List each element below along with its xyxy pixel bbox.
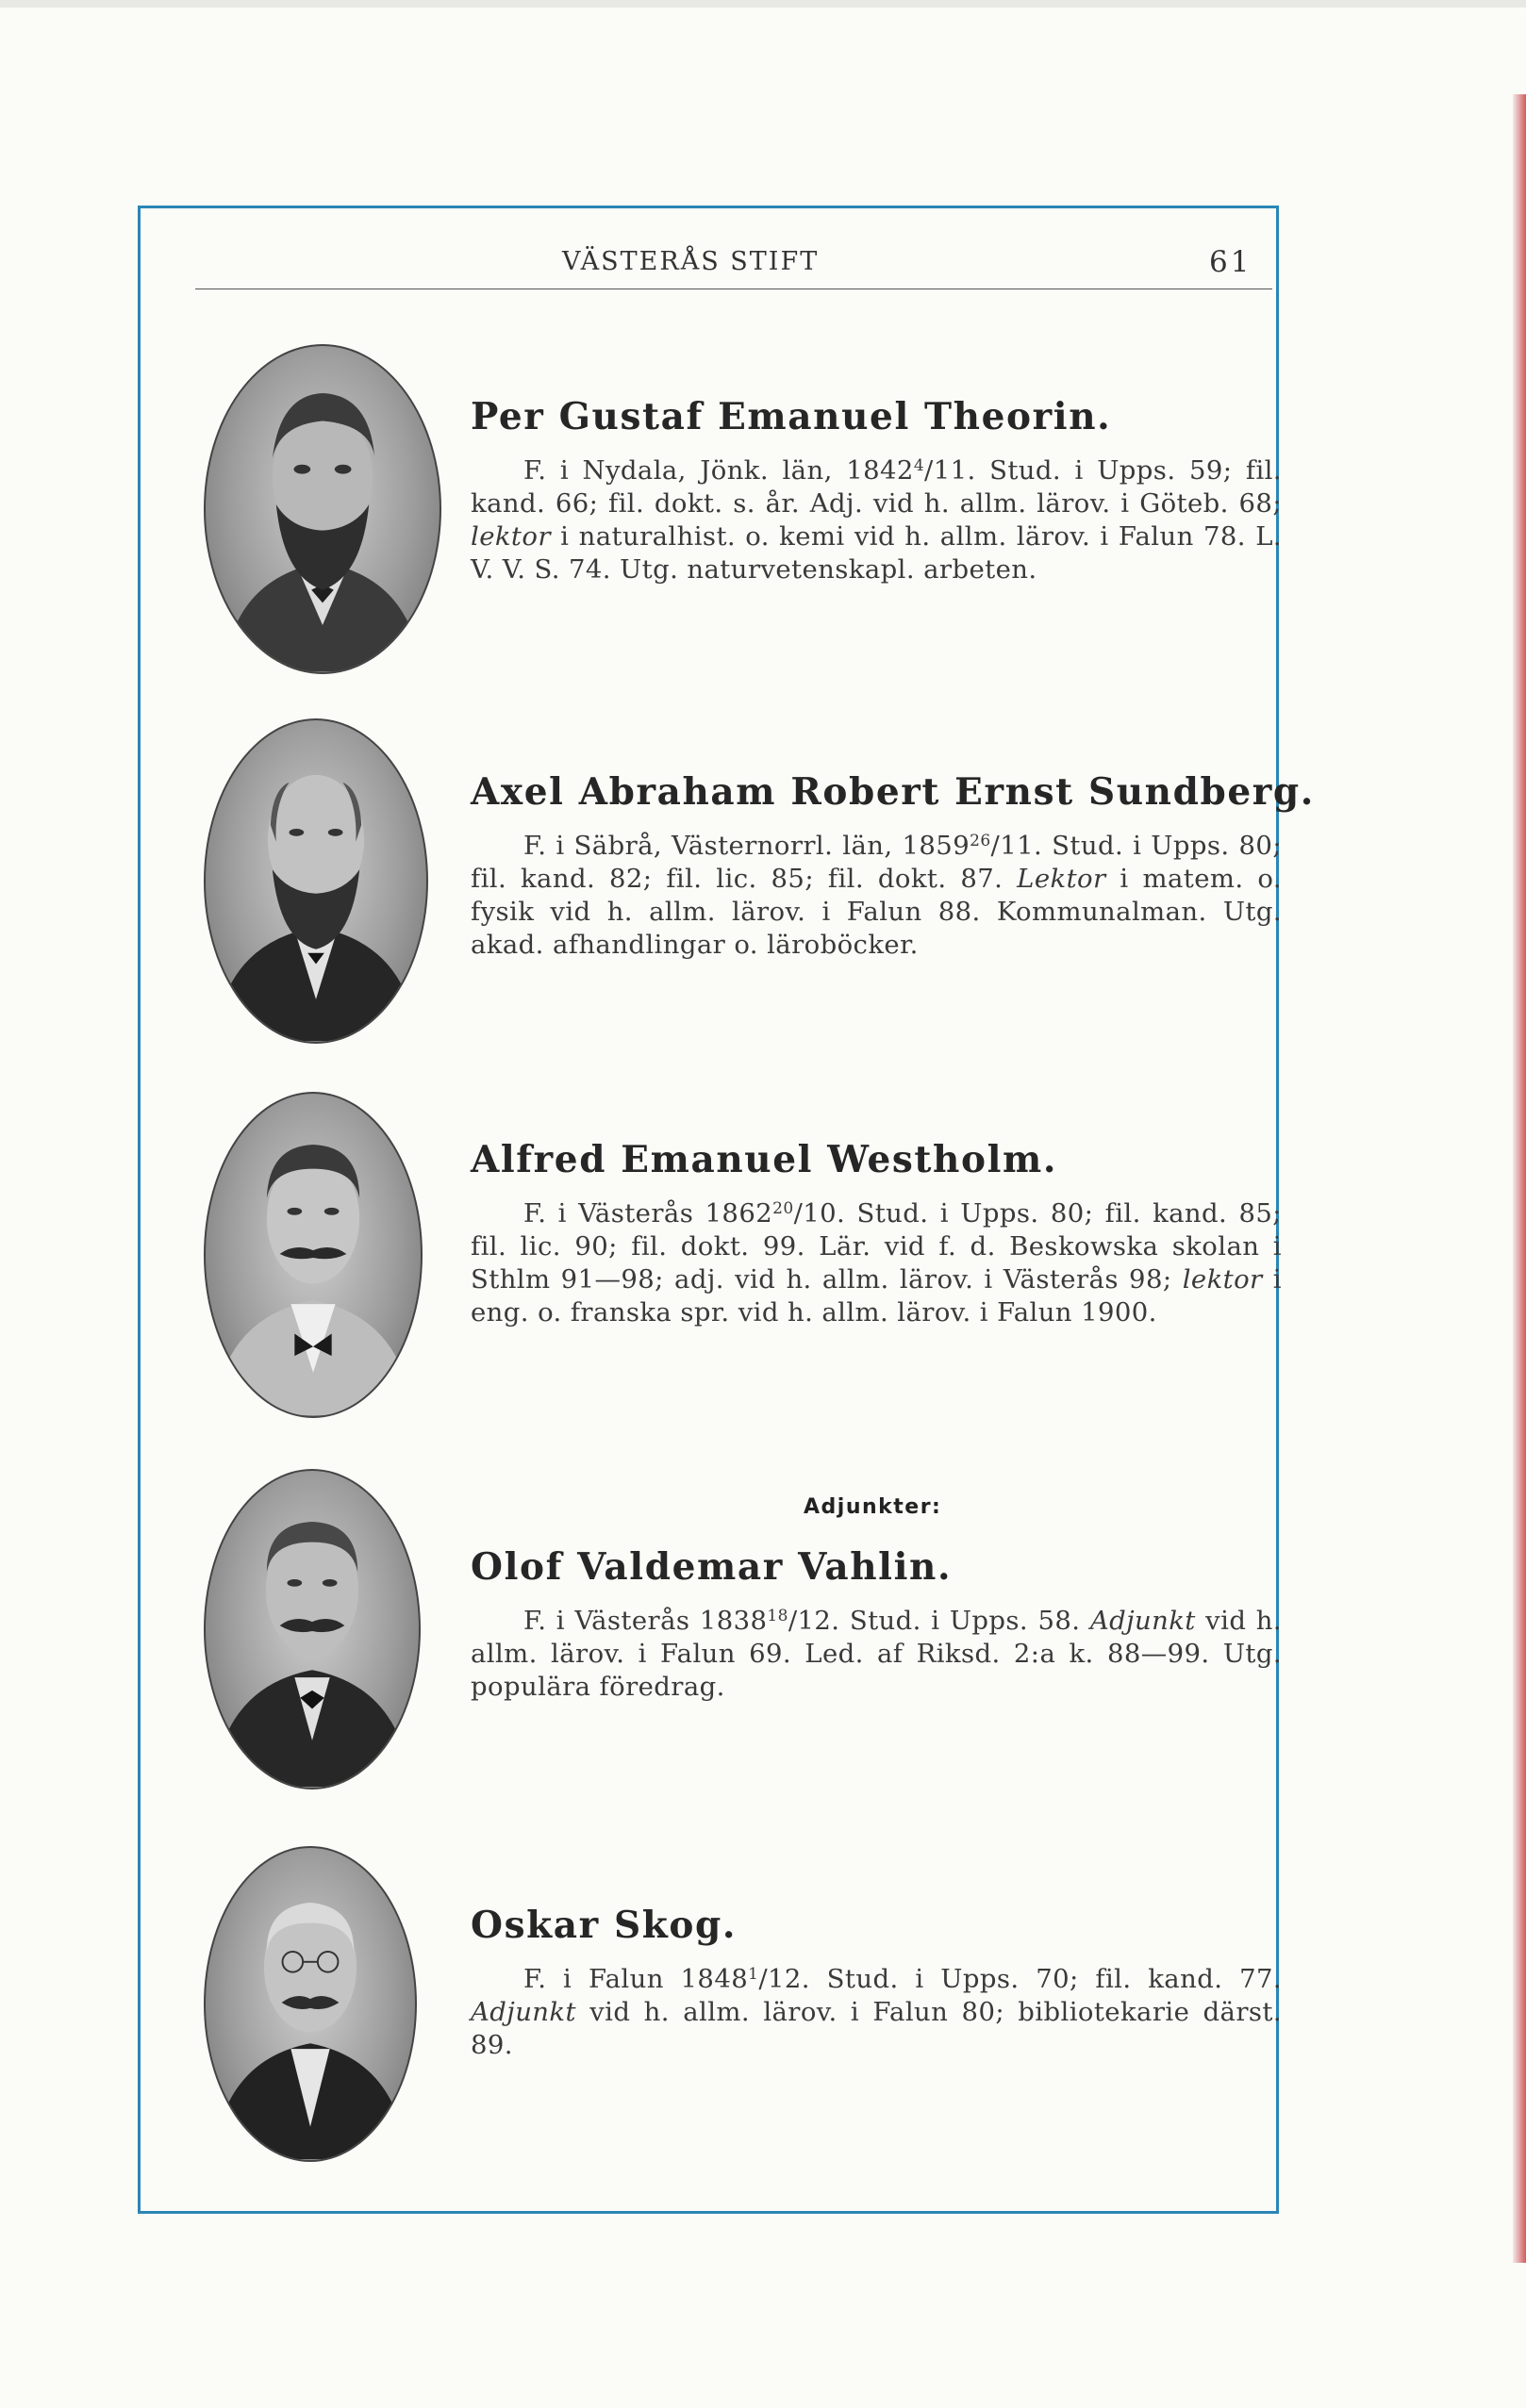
entry-name: Oskar Skog. [471,1904,737,1947]
portrait-skog [204,1846,417,2162]
entry-sundberg [471,770,1315,962]
page-edge [0,0,1526,8]
section-label: Adjunkter: [804,1495,942,1519]
entry-theorin [471,396,1282,586]
entry-name: Axel Abraham Robert Ernst Sundberg. [471,770,1315,814]
entry-name: Alfred Emanuel Westholm. [471,1138,1058,1181]
entry-bio: F. i Västerås 1862$^{20}$/10. Stud. i Upps. 80; fil. kand. 85; fil. lic. 90; fil. dokt. 99. Lär. vid f. d. Beskowska skolan i Sthlm 91—98; adj. vid h. allm. lärov. i Västerås 98; lektor i eng. o. franska spr. vid h. allm. lärov. i Falun 1900. [471,1198,1282,1328]
entry-name: Per Gustaf Emanuel Theorin. [471,395,1112,438]
entry-bio: F. i Falun 1848$^1$/12. Stud. i Upps. 70; fil. kand. 77. Adjunkt vid h. allm. lärov. i Falun 80; bibliotekarie därst. 89. [471,1964,1282,2060]
entry-westholm [471,1139,1282,1329]
portrait-theorin [204,344,441,674]
entry-bio: F. i Västerås 1838$^{18}$/12. Stud. i Upps. 58. Adjunkt vid h. allm. lärov. i Falun 69. Led. af Riksd. 2:a k. 88—99. Utg. populära föredrag. [471,1606,1282,1702]
portrait-vahlin [204,1469,421,1790]
entry-bio: F. i Nydala, Jönk. län, 1842$^4$/11. Stud. i Upps. 59; fil. kand. 66; fil. dokt. s. år. Adj. vid h. allm. lärov. i Göteb. 68; lektor i naturalhist. o. kemi vid h. allm. lärov. i Falun 78. L. V. V. S. 74. Utg. naturvetenskapl. arbeten. [471,455,1282,585]
page-number: 61 [1209,245,1252,279]
book-edge [1513,94,1526,2263]
running-head-title: VÄSTERÅS STIFT [562,247,820,276]
entry-name: Olof Valdemar Vahlin. [471,1545,953,1589]
running-head [198,243,1283,281]
entry-skog [471,1905,1282,2062]
portrait-sundberg [204,718,428,1044]
entry-vahlin [471,1546,1282,1704]
portrait-westholm [204,1092,423,1418]
entry-bio: F. i Säbrå, Västernorrl. län, 1859$^{26}$/11. Stud. i Upps. 80; fil. kand. 82; fil. lic. 85; fil. dokt. 87. Lektor i matem. o. fysik vid h. allm. lärov. i Falun 88. Kommunalman. Utg. akad. afhandlingar o. läroböcker. [471,831,1282,960]
